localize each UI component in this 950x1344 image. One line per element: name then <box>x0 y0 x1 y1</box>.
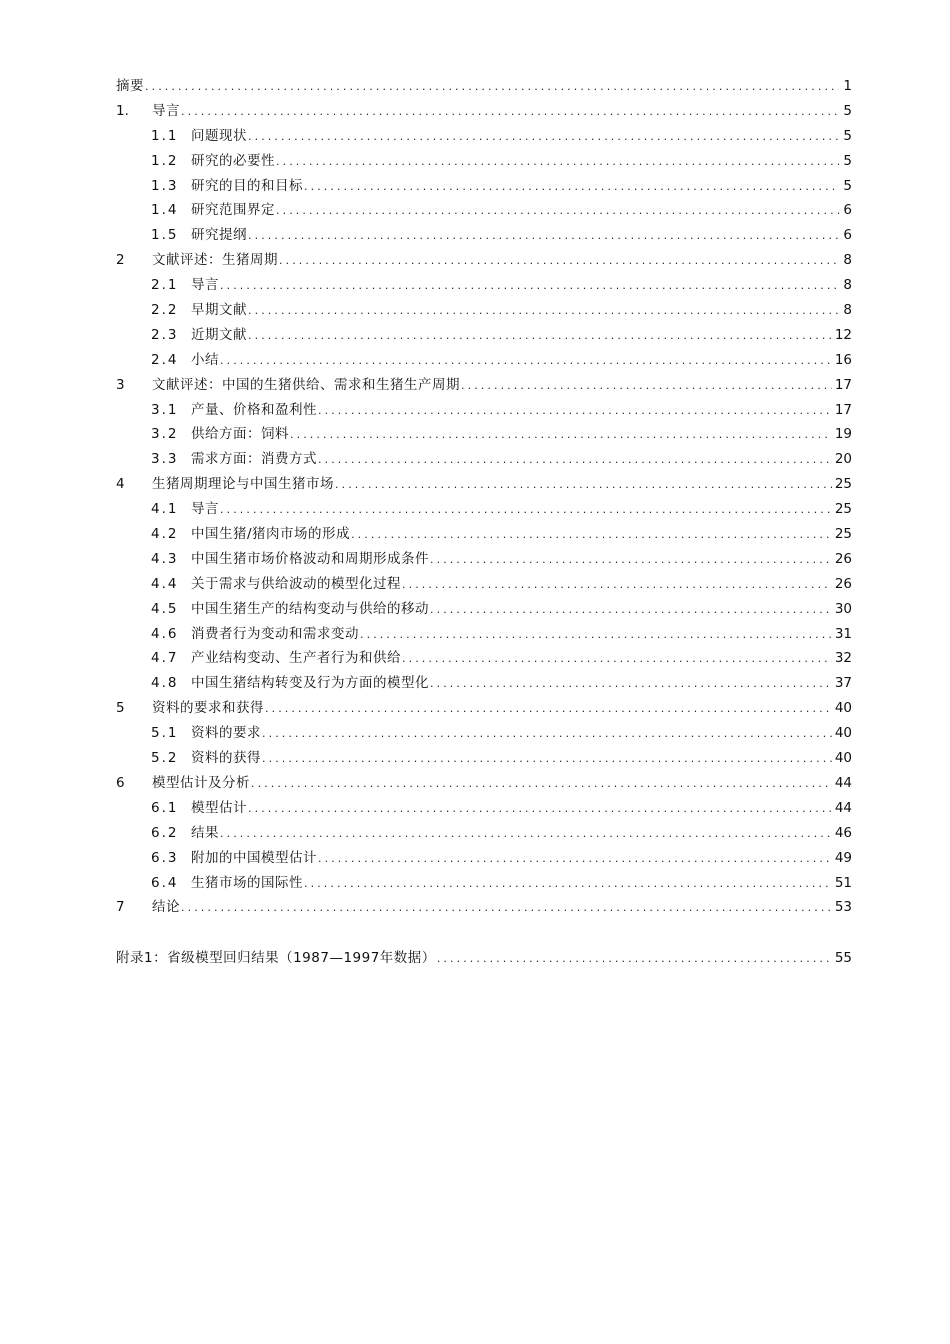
toc-entry[interactable] <box>116 99 852 124</box>
toc-entry-title: 资料的要求 <box>191 725 261 742</box>
toc-entry-title: 研究的必要性 <box>191 152 275 169</box>
toc-entry-title: 导言 <box>191 501 219 518</box>
toc-entry-number: 4.5 <box>151 600 179 617</box>
toc-entry-page-number: 31 <box>834 625 852 642</box>
dot-leader <box>304 872 832 897</box>
toc-entry-number: 4.4 <box>151 575 179 592</box>
toc-entry-number: 6 <box>116 774 125 791</box>
toc-entry-page-number: 40 <box>834 750 852 767</box>
toc-entry-title: 问题现状 <box>191 127 247 144</box>
dot-leader <box>318 847 832 872</box>
toc-entry-number: 2.1 <box>151 277 179 294</box>
toc-entry[interactable] <box>116 771 852 796</box>
toc-entry-title: 关于需求与供给波动的模型化过程 <box>191 575 401 592</box>
toc-entry[interactable] <box>116 597 852 622</box>
spacer <box>116 920 852 946</box>
toc-entry-title: 结果 <box>191 824 219 841</box>
toc-entry-title: 资料的获得 <box>191 750 261 767</box>
dot-leader <box>318 448 832 473</box>
toc-entry-page-number: 37 <box>834 675 852 692</box>
toc-appendix-entry[interactable] <box>116 946 852 971</box>
toc-entry-page-number: 16 <box>834 351 852 368</box>
toc-entry[interactable] <box>116 149 852 174</box>
dot-leader <box>265 697 832 722</box>
dot-leader <box>351 523 832 548</box>
table-of-contents <box>116 74 852 971</box>
toc-entry-page-number: 46 <box>834 824 852 841</box>
toc-entry-number: 6.1 <box>151 799 179 816</box>
toc-entry-page-number: 40 <box>834 700 852 717</box>
toc-entry-number: 2.3 <box>151 326 179 343</box>
toc-entry-page-number: 53 <box>834 899 852 916</box>
toc-entry-title: 文献评述：中国的生猪供给、需求和生猪生产周期 <box>152 376 460 393</box>
toc-entry[interactable] <box>116 422 852 447</box>
toc-entry[interactable] <box>116 646 852 671</box>
toc-entry[interactable] <box>116 721 852 746</box>
dot-leader <box>402 573 832 598</box>
toc-entry-title: 中国生猪/猪肉市场的形成 <box>191 526 351 543</box>
toc-entry-title: 消费者行为变动和需求变动 <box>191 625 359 642</box>
toc-entry-number: 4 <box>116 476 125 493</box>
toc-entry-page-number: 17 <box>834 376 852 393</box>
toc-entry-page-number: 17 <box>834 401 852 418</box>
toc-entry[interactable] <box>116 821 852 846</box>
dot-leader <box>220 822 832 847</box>
toc-entry[interactable] <box>116 273 852 298</box>
toc-entry-page-number: 5 <box>843 177 852 194</box>
toc-entry-title: 产业结构变动、生产者行为和供给 <box>191 650 401 667</box>
toc-entry-number: 2 <box>116 252 125 269</box>
toc-entry-page-number: 12 <box>834 326 852 343</box>
toc-entry[interactable] <box>116 223 852 248</box>
toc-entry-number: 4.1 <box>151 501 179 518</box>
dot-leader <box>304 175 839 200</box>
dot-leader <box>248 125 839 150</box>
toc-entry[interactable] <box>116 622 852 647</box>
toc-entry-number: 1.3 <box>151 177 179 194</box>
toc-entry[interactable] <box>116 746 852 771</box>
toc-entry-title: 早期文献 <box>191 302 247 319</box>
toc-entry[interactable] <box>116 671 852 696</box>
appendix-page-number: 55 <box>834 950 852 967</box>
toc-entry-title: 文献评述：生猪周期 <box>152 252 278 269</box>
toc-entry[interactable] <box>116 348 852 373</box>
dot-leader <box>276 150 839 175</box>
toc-entry-number: 4.7 <box>151 650 179 667</box>
toc-entry[interactable] <box>116 572 852 597</box>
dot-leader <box>276 199 839 224</box>
toc-entry[interactable] <box>116 472 852 497</box>
toc-entry-number: 4.6 <box>151 625 179 642</box>
dot-leader <box>220 498 832 523</box>
toc-entry-number: 2.4 <box>151 351 179 368</box>
toc-entry[interactable] <box>116 796 852 821</box>
appendix-title: 附录1：省级模型回归结果（1987—1997年数据） <box>116 950 436 967</box>
dot-leader <box>402 647 832 672</box>
dot-leader <box>318 399 832 424</box>
toc-entry-number: 1. <box>116 102 129 119</box>
toc-entry-page-number: 51 <box>834 874 852 891</box>
toc-entry-title: 模型估计及分析 <box>152 774 250 791</box>
toc-entry-title: 供给方面：饲料 <box>191 426 289 443</box>
toc-entry-number: 1.5 <box>151 227 179 244</box>
dot-leader <box>262 747 832 772</box>
toc-entry[interactable] <box>116 497 852 522</box>
toc-entry-page-number: 8 <box>843 252 852 269</box>
dot-leader <box>251 772 832 797</box>
toc-entry-page-number: 44 <box>834 799 852 816</box>
toc-entry-number: 3 <box>116 376 125 393</box>
toc-entry-title: 近期文献 <box>191 326 247 343</box>
dot-leader <box>262 722 832 747</box>
toc-entry-page-number: 25 <box>834 476 852 493</box>
toc-entry[interactable] <box>116 522 852 547</box>
toc-entry[interactable] <box>116 696 852 721</box>
toc-entry-title: 中国生猪市场价格波动和周期形成条件 <box>191 550 429 567</box>
dot-leader <box>430 598 832 623</box>
dot-leader <box>248 299 839 324</box>
toc-entry-page-number: 5 <box>843 127 852 144</box>
toc-entry-title: 摘要 <box>116 78 144 94</box>
toc-entry[interactable] <box>116 846 852 871</box>
dot-leader <box>461 374 832 399</box>
toc-entry-title: 需求方面：消费方式 <box>191 451 317 468</box>
toc-entry[interactable] <box>116 547 852 572</box>
toc-entry-page-number: 5 <box>843 152 852 169</box>
dot-leader <box>220 274 839 299</box>
toc-entry-title: 生猪市场的国际性 <box>191 874 303 891</box>
dot-leader <box>181 896 832 921</box>
toc-entry-number: 5.2 <box>151 750 179 767</box>
toc-entry-number: 5 <box>116 700 125 717</box>
toc-entry-number: 3.3 <box>151 451 179 468</box>
toc-entry[interactable] <box>116 248 852 273</box>
toc-entry-page-number: 25 <box>834 501 852 518</box>
toc-entry-page-number: 20 <box>834 451 852 468</box>
toc-entry[interactable] <box>116 895 852 920</box>
toc-entry-number: 7 <box>116 899 125 916</box>
toc-entry-number: 1.4 <box>151 202 179 219</box>
toc-entry-page-number: 6 <box>843 202 852 219</box>
toc-entry-title: 中国生猪结构转变及行为方面的模型化 <box>191 675 429 692</box>
dot-leader <box>279 249 839 274</box>
toc-entry[interactable] <box>116 871 852 896</box>
toc-entry-title: 结论 <box>152 899 180 916</box>
toc-entry[interactable] <box>116 323 852 348</box>
dot-leader <box>248 324 832 349</box>
toc-entry-number: 4.8 <box>151 675 179 692</box>
toc-entry[interactable] <box>116 124 852 149</box>
toc-entry-title: 资料的要求和获得 <box>152 700 264 717</box>
toc-entry-page-number: 32 <box>834 650 852 667</box>
toc-entry[interactable] <box>116 174 852 199</box>
toc-entry-page-number: 6 <box>843 227 852 244</box>
toc-entry[interactable] <box>116 447 852 472</box>
dot-leader <box>437 947 832 972</box>
dot-leader <box>430 672 832 697</box>
toc-entry-title: 研究的目的和目标 <box>191 177 303 194</box>
dot-leader <box>220 349 832 374</box>
dot-leader <box>360 623 832 648</box>
toc-entry-title: 研究提纲 <box>191 227 247 244</box>
dot-leader <box>181 100 839 125</box>
toc-entry-page-number: 8 <box>843 277 852 294</box>
dot-leader <box>335 473 832 498</box>
toc-entry-number: 1.2 <box>151 152 179 169</box>
toc-entry-page-number: 44 <box>834 774 852 791</box>
toc-entry-number: 3.1 <box>151 401 179 418</box>
dot-leader <box>430 548 832 573</box>
toc-entry-title: 导言 <box>152 102 180 119</box>
toc-entry-title: 中国生猪生产的结构变动与供给的移动 <box>191 600 429 617</box>
toc-entry-page-number: 5 <box>843 102 852 119</box>
toc-entry-title: 导言 <box>191 277 219 294</box>
toc-entry-number: 3.2 <box>151 426 179 443</box>
dot-leader <box>145 75 839 100</box>
toc-entry[interactable] <box>116 398 852 423</box>
toc-entry-number: 4.3 <box>151 550 179 567</box>
toc-entry-number: 5.1 <box>151 725 179 742</box>
toc-entry-number: 4.2 <box>151 526 179 543</box>
toc-entry-number: 1.1 <box>151 127 179 144</box>
toc-entry-page-number: 19 <box>834 426 852 443</box>
toc-entry-title: 模型估计 <box>191 799 247 816</box>
toc-entry[interactable] <box>116 74 852 99</box>
dot-leader <box>248 224 839 249</box>
toc-entry-number: 6.3 <box>151 849 179 866</box>
toc-entry-page-number: 49 <box>834 849 852 866</box>
toc-entry-page-number: 25 <box>834 526 852 543</box>
toc-entry-title: 研究范围界定 <box>191 202 275 219</box>
toc-entry[interactable] <box>116 298 852 323</box>
toc-entry-title: 生猪周期理论与中国生猪市场 <box>152 476 334 493</box>
toc-entry[interactable] <box>116 198 852 223</box>
toc-entry-title: 小结 <box>191 351 219 368</box>
toc-entry-number: 6.2 <box>151 824 179 841</box>
toc-entry-title: 附加的中国模型估计 <box>191 849 317 866</box>
dot-leader <box>248 797 832 822</box>
dot-leader <box>290 423 832 448</box>
toc-entry-page-number: 40 <box>834 725 852 742</box>
toc-entry-page-number: 30 <box>834 600 852 617</box>
toc-entry-number: 2.2 <box>151 302 179 319</box>
toc-entry-page-number: 8 <box>843 302 852 319</box>
toc-entry-page-number: 26 <box>834 575 852 592</box>
toc-entry-page-number: 26 <box>834 550 852 567</box>
toc-entry-number: 6.4 <box>151 874 179 891</box>
toc-entry-page-number: 1 <box>843 78 852 94</box>
toc-entry-title: 产量、价格和盈利性 <box>191 401 317 418</box>
toc-entry[interactable] <box>116 373 852 398</box>
